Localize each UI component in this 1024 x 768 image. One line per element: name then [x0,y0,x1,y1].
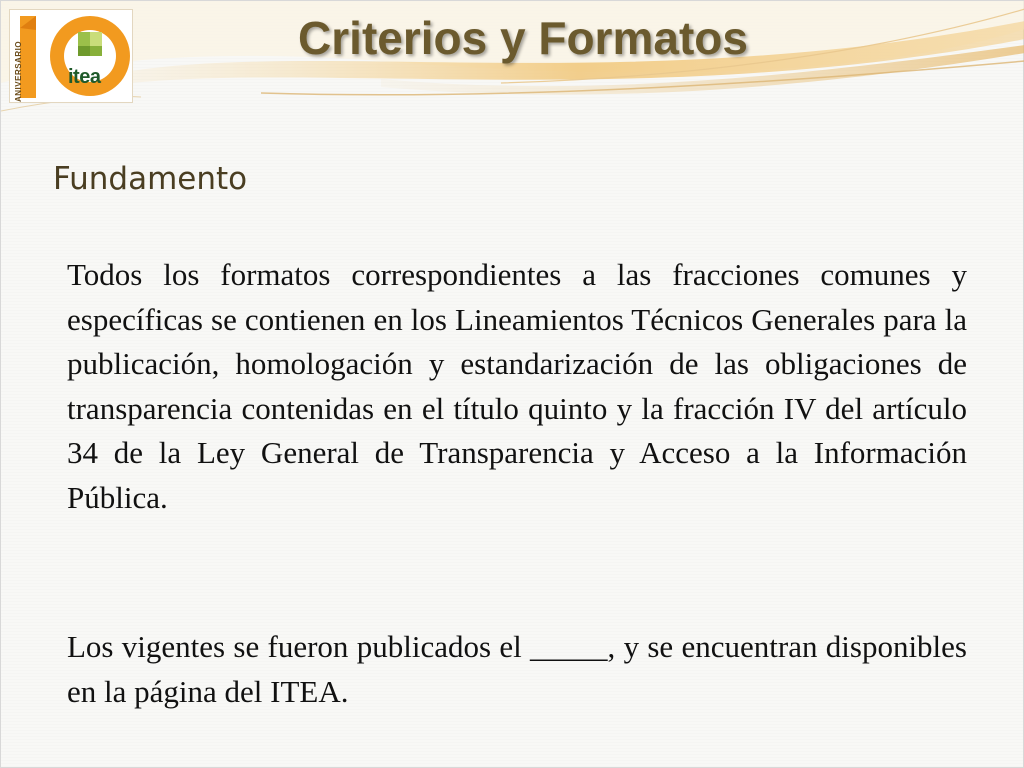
section-subtitle: Fundamento [53,161,248,197]
body-paragraph-2: Los vigentes se fueron publicados el _____, y se encuentran disponibles en la página del ITEA. [67,629,967,709]
logo-vertical-text: ANIVERSARIO [14,40,23,102]
logo-wordmark: itea [68,66,101,88]
body-paragraph-1: Todos los formatos correspondientes a las fracciones comunes y específicas se contienen en los Lineamientos Técnicos Generales para la publicación, homologación y estandarización de las obligaciones de transparencia contenidas en el título quinto y la fracción IV del artículo 34 de la Ley General de Transparencia y Acceso a la Información Pública. [67,257,967,515]
slide-title: Criterios y Formatos [298,12,748,64]
